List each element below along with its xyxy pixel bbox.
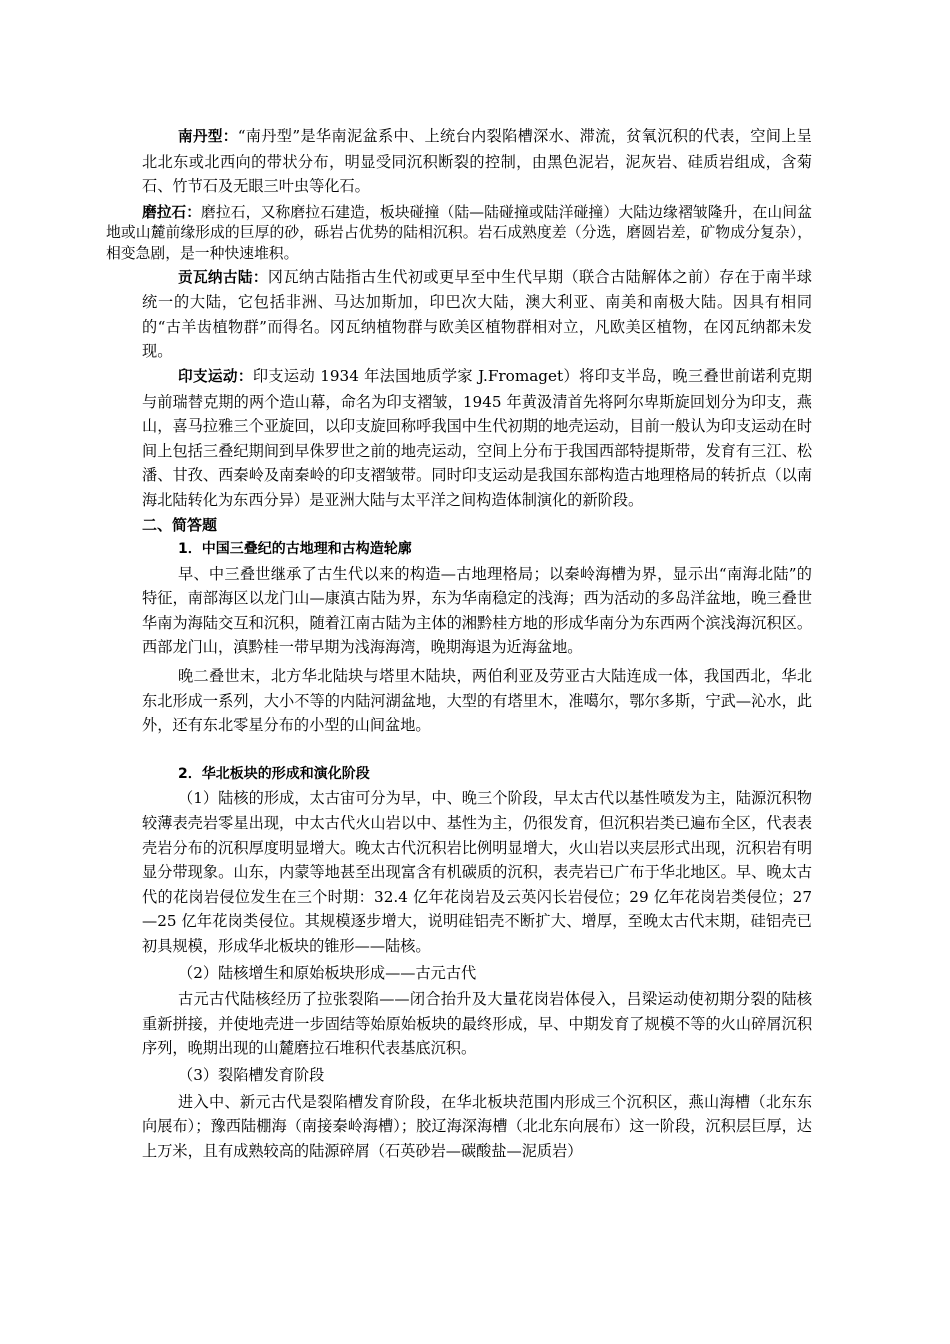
document-page	[106, 124, 812, 1163]
section-heading-short-answer: 二、简答题	[142, 515, 218, 534]
question-2-stage-3-text: 进入中、新元古代是裂陷槽发育阶段，在华北板块范围内形成三个沉积区，燕山海槽（北东东向展布）；豫西陆棚海（南接秦岭海槽）；胶辽海深海槽（北北东向展布）这一阶段，沉积层巨厚，达上万米，且有成熟较高的陆源碎屑（石英砂岩—碳酸盐—泥质岩）	[142, 1092, 812, 1160]
term-gondwana: 贡瓦纳古陆：	[178, 268, 268, 286]
question-1-paragraph-1: 早、中三叠世继承了古生代以来的构造—古地理格局；以秦岭海槽为界，显示出“南海北陆”的特征，南部海区以龙门山—康滇古陆为界，东为华南稳定的浅海；西为活动的多岛洋盆地，晚三叠世华南为海陆交互和沉积，随着江南古陆为主体的湘黔桂方地的形成华南分为东西两个滨浅海沉积区。西部龙门山，滇黔桂一带早期为浅海海湾，晚期海退为近海盆地。	[142, 564, 812, 657]
paragraph-indosinian	[142, 364, 812, 513]
paragraph-gondwana	[142, 265, 812, 364]
definition-nandan: “南丹型”是华南泥盆系中、上统台内裂陷槽深水、滞流，贫氧沉积的代表，空间上呈北北东或北西向的带状分布，明显受同沉积断裂的控制，由黑色泥岩，泥灰岩、硅质岩组成，含菊石、竹节石及无眼三叶虫等化石。	[142, 127, 812, 196]
term-indosinian: 印支运动：	[178, 367, 253, 385]
paragraph-molasse	[106, 203, 812, 265]
question-2-stage-1: （1）陆核的形成，太古宙可分为早，中、晚三个阶段，早太古代以基性喷发为主，陆源沉积物较薄表壳岩零星出现，中太古代火山岩以中、基性为主，仍很发育，但沉积岩类已遍布全区，代表表壳岩分布的沉积厚度明显增大。晚太古代沉积岩比例明显增大，火山岩以夹层形式出现，沉积岩有明显分带现象。山东，内蒙等地甚至出现富含有机碳质的沉积，表壳岩已广布于华北地区。早、晚太古代的花岗岩侵位发生在三个时期：32.4 亿年花岗岩及云英闪长岩侵位；29 亿年花岗岩类侵位；27—25 亿年花岗类侵位。其规模逐步增大，说明硅铝壳不断扩大、增厚，至晚太古代末期，硅铝壳已初具规模，形成华北板块的锥形——陆核。	[142, 789, 812, 955]
term-molasse: 磨拉石：	[142, 203, 201, 221]
term-nandan: 南丹型：	[178, 128, 238, 145]
paragraph-nandan	[142, 124, 812, 199]
question-2-stage-2-text: 古元古代陆核经历了拉张裂陷——闭合抬升及大量花岗岩体侵入，吕梁运动使初期分裂的陆核重新拼接，并使地壳进一步固结等始原始板块的最终形成，早、中期发育了规模不等的火山碎屑沉积序列，晚期出现的山麓磨拉石堆积代表基底沉积。	[142, 990, 812, 1058]
question-2-stage-2-title: （2）陆核增生和原始板块形成——古元古代	[178, 963, 477, 982]
definition-indosinian: 印支运动 1934 年法国地质学家 J.Fromaget）将印支半岛，晚三叠世前诺利克期与前瑞替克期的两个造山幕，命名为印支褶皱，1945 年黄汲清首先将阿尔卑斯旋回划分为印支，燕山，喜马拉雅三个亚旋回，以印支旋回称呼我国中生代初期的地壳运动，目前一般认为印支运动在时间上包括三叠纪期间到早侏罗世之前的地壳运动，空间上分布于我国西部特提斯带，发育有三江、松潘、甘孜、西秦岭及南秦岭的印支褶皱带。同时印支运动是我国东部构造古地理格局的转折点（以南海北陆转化为东西分异）是亚洲大陆与太平洋之间构造体制演化的新阶段。	[142, 366, 812, 509]
question-1-paragraph-2: 晚二叠世末，北方华北陆块与塔里木陆块，两伯利亚及劳亚古大陆连成一体，我国西北，华北东北形成一系列，大小不等的内陆河湖盆地，大型的有塔里木，准噶尔，鄂尔多斯，宁武—沁水，此外，还有东北零星分布的小型的山间盆地。	[142, 667, 812, 735]
definition-gondwana: 冈瓦纳古陆指古生代初或更早至中生代早期（联合古陆解体之前）存在于南半球统一的大陆，它包括非洲、马达加斯加，印巴次大陆，澳大利亚、南美和南极大陆。因具有相同的“古羊齿植物群”而得名。冈瓦纳植物群与欧美区植物群相对立，凡欧美区植物，在冈瓦纳都未发现。	[142, 267, 812, 361]
definition-molasse: 磨拉石，又称磨拉石建造，板块碰撞（陆—陆碰撞或陆洋碰撞）大陆边缘褶皱隆升，在山间盆地或山麓前缘形成的巨厚的砂，砾岩占优势的陆相沉积。岩石成熟度差（分选，磨圆岩差，矿物成分复杂），相变急剧，是一种快速堆积。	[106, 203, 812, 262]
question-2-stage-3-title: （3）裂陷槽发育阶段	[178, 1065, 325, 1084]
question-1-title: 1．中国三叠纪的古地理和古构造轮廓	[178, 541, 412, 558]
question-2-title: 2．华北板块的形成和演化阶段	[178, 765, 370, 782]
